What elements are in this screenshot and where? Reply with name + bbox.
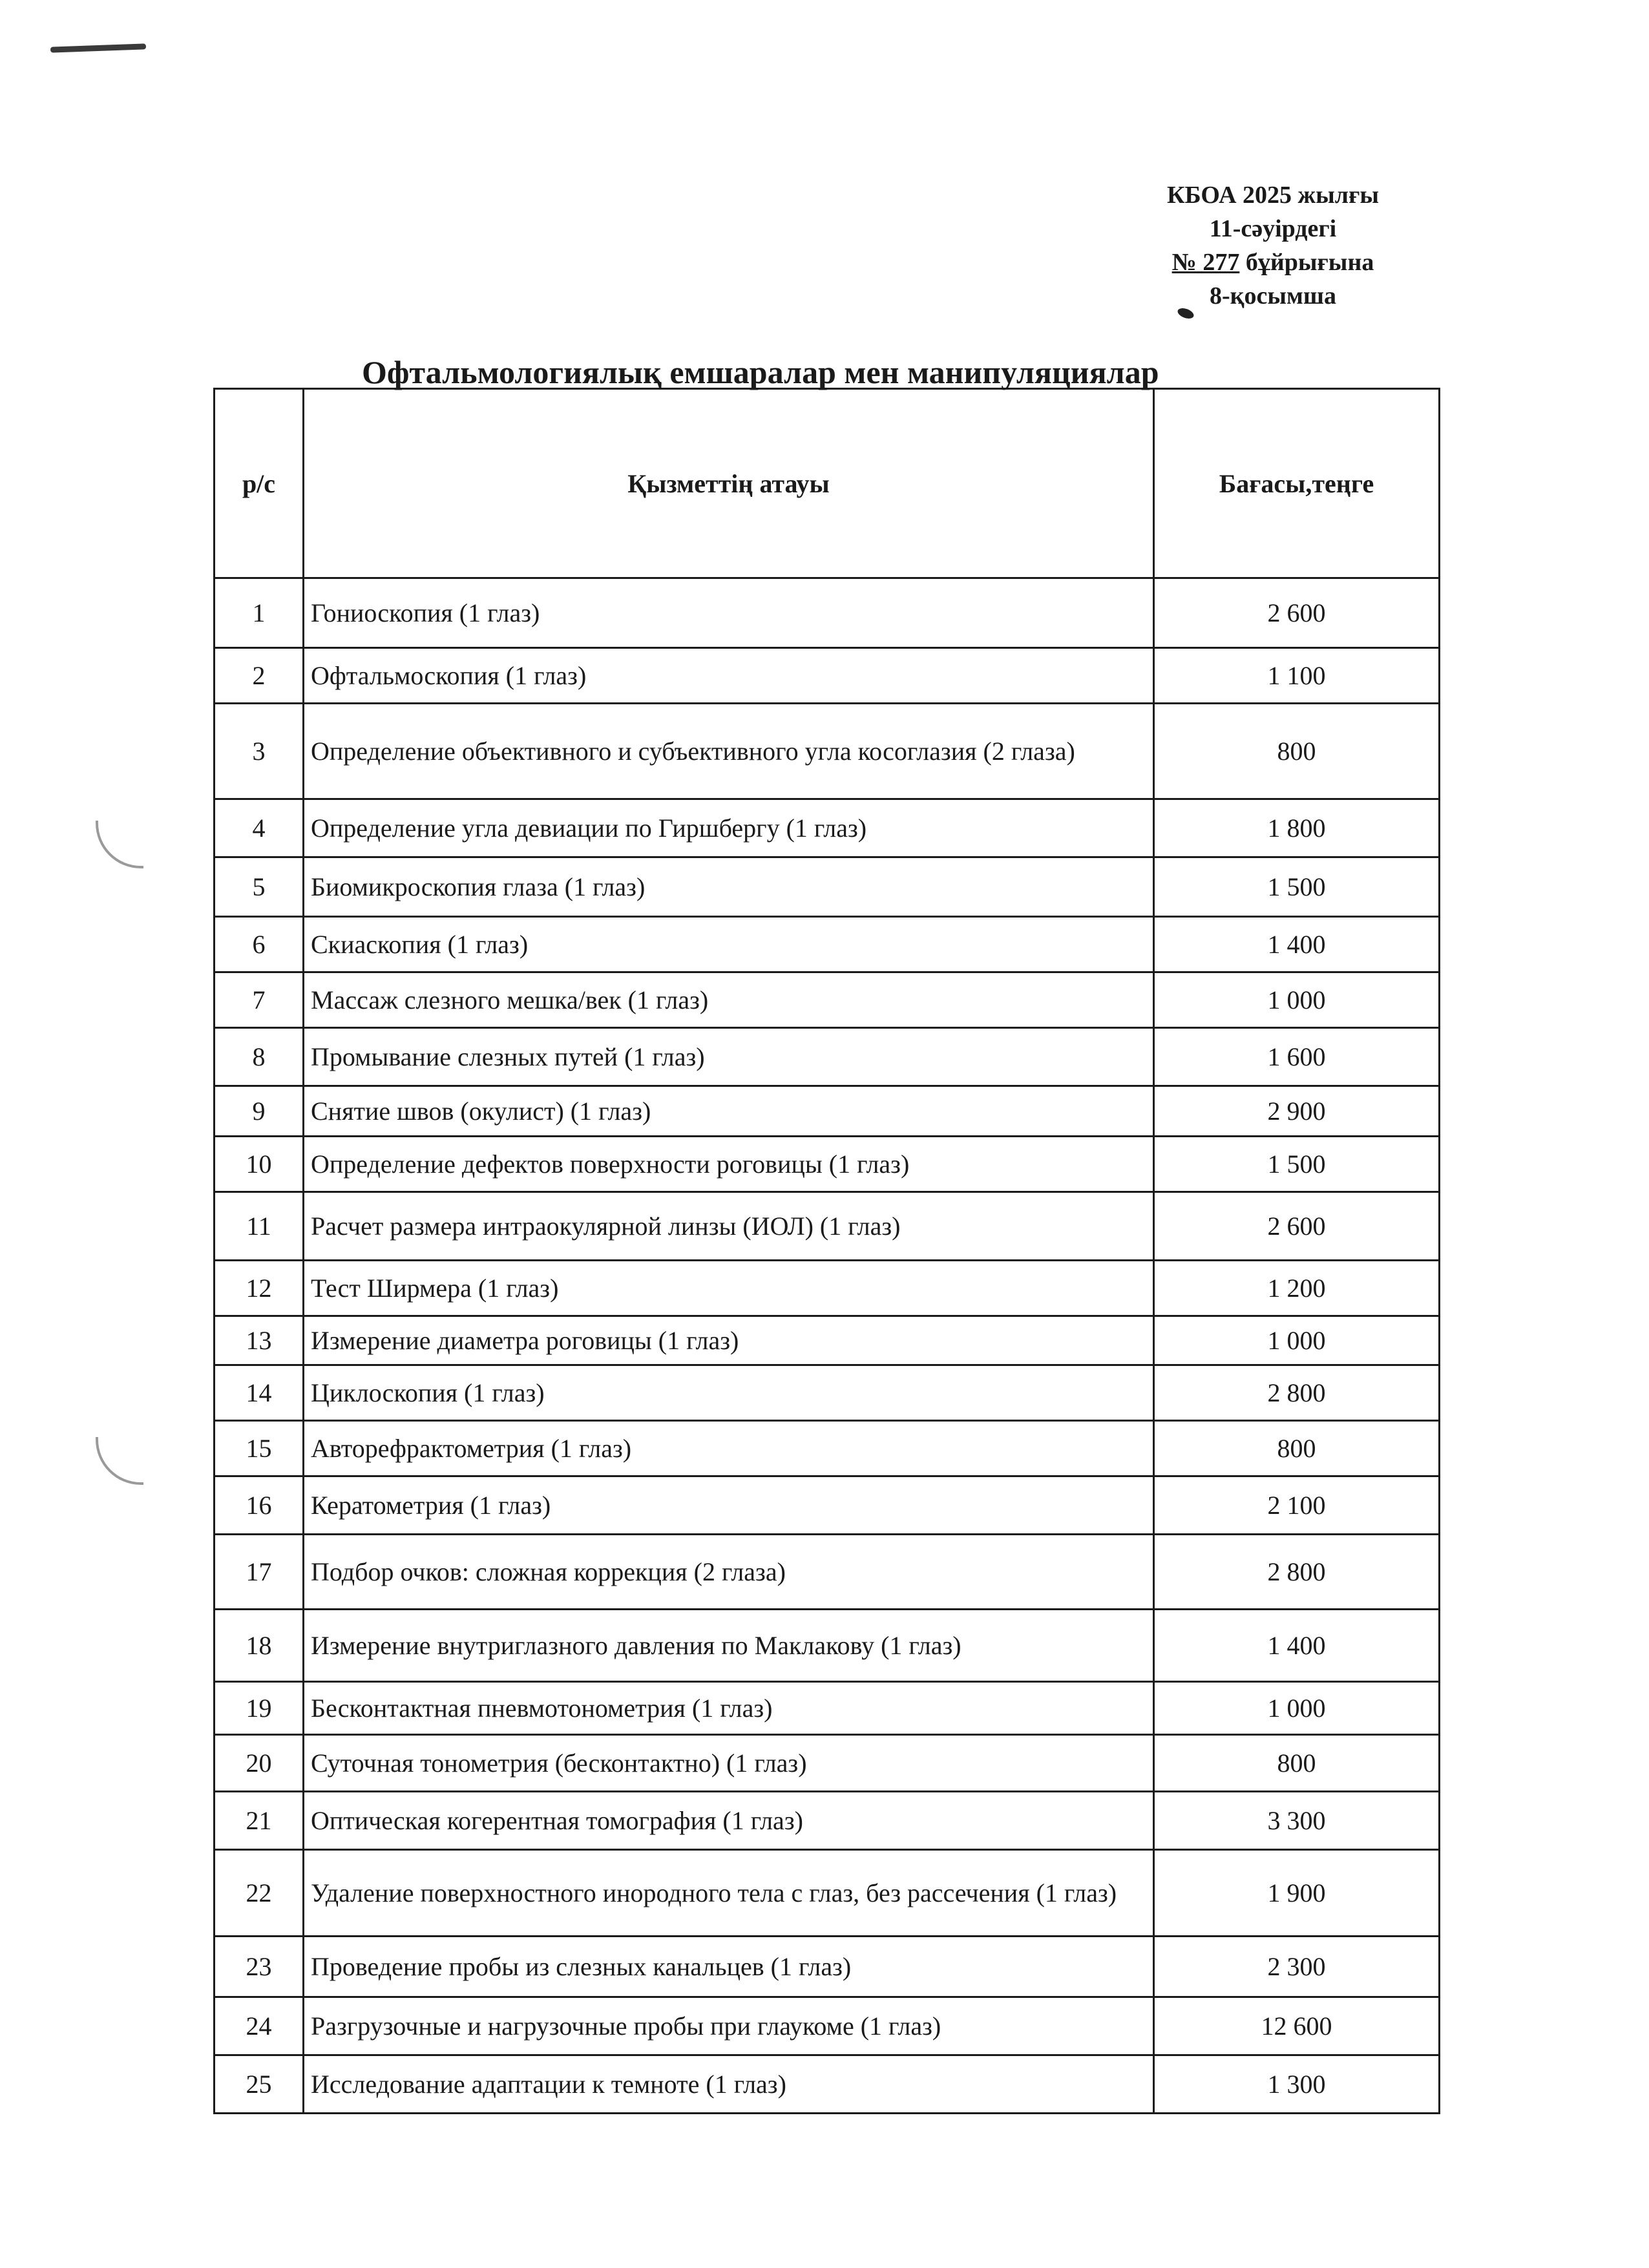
service-price: 800 <box>1154 1735 1440 1792</box>
service-name: Определение дефектов поверхности роговицы (1 глаз) <box>304 1137 1154 1192</box>
table-row <box>215 1192 1440 1261</box>
row-number: 5 <box>215 857 304 917</box>
row-number: 13 <box>215 1316 304 1365</box>
row-number: 1 <box>215 578 304 648</box>
order-number: № 277 <box>1171 249 1240 276</box>
service-price: 1 000 <box>1154 1316 1440 1365</box>
table-row <box>215 1792 1440 1850</box>
service-name: Расчет размера интраокулярной линзы (ИОЛ) (1 глаз) <box>304 1192 1154 1261</box>
row-number: 6 <box>215 917 304 972</box>
service-name: Подбор очков: сложная коррекция (2 глаза) <box>304 1535 1154 1610</box>
service-name: Оптическая когерентная томография (1 глаз) <box>304 1792 1154 1850</box>
service-price: 1 000 <box>1154 972 1440 1028</box>
table-row <box>215 1261 1440 1316</box>
service-name: Кератометрия (1 глаз) <box>304 1476 1154 1535</box>
table-row <box>215 578 1440 648</box>
row-number: 21 <box>215 1792 304 1850</box>
service-price: 2 900 <box>1154 1086 1440 1137</box>
row-number: 24 <box>215 1997 304 2055</box>
table-row <box>215 1086 1440 1137</box>
row-number: 8 <box>215 1028 304 1086</box>
service-price: 2 100 <box>1154 1476 1440 1535</box>
row-number: 19 <box>215 1682 304 1735</box>
punch-hole-bottom <box>96 1437 143 1485</box>
punch-hole-top <box>96 821 143 868</box>
table-header-row <box>215 389 1440 578</box>
service-name: Разгрузочные и нагрузочные пробы при глаукоме (1 глаз) <box>304 1997 1154 2055</box>
service-name: Авторефрактометрия (1 глаз) <box>304 1421 1154 1476</box>
service-name: Бесконтактная пневмотонометрия (1 глаз) <box>304 1682 1154 1735</box>
row-number: 16 <box>215 1476 304 1535</box>
table-row <box>215 1937 1440 1997</box>
service-name: Определение угла девиации по Гиршбергу (1 глаз) <box>304 799 1154 857</box>
service-name: Определение объективного и субъективного угла косоглазия (2 глаза) <box>304 704 1154 799</box>
row-number: 11 <box>215 1192 304 1261</box>
row-number: 9 <box>215 1086 304 1137</box>
table-row <box>215 1535 1440 1610</box>
row-number: 14 <box>215 1365 304 1421</box>
service-price: 2 800 <box>1154 1535 1440 1610</box>
row-number: 10 <box>215 1137 304 1192</box>
service-price: 1 800 <box>1154 799 1440 857</box>
service-name: Тест Ширмера (1 глаз) <box>304 1261 1154 1316</box>
header-name: Қызметтің атауы <box>304 389 1154 578</box>
row-number: 17 <box>215 1535 304 1610</box>
row-number: 25 <box>215 2055 304 2114</box>
table-row <box>215 1735 1440 1792</box>
service-price: 12 600 <box>1154 1997 1440 2055</box>
service-price: 1 200 <box>1154 1261 1440 1316</box>
service-name: Измерение внутриглазного давления по Маклакову (1 глаз) <box>304 1610 1154 1682</box>
service-price: 1 600 <box>1154 1028 1440 1086</box>
order-label: бұйрығына <box>1239 249 1374 276</box>
service-price: 800 <box>1154 704 1440 799</box>
header-price: Бағасы,теңге <box>1154 389 1440 578</box>
table-body <box>215 578 1440 2114</box>
table-row <box>215 1365 1440 1421</box>
approval-line-4: 8-қосымша <box>1209 282 1337 310</box>
service-price: 1 400 <box>1154 917 1440 972</box>
service-price: 800 <box>1154 1421 1440 1476</box>
table-row <box>215 1421 1440 1476</box>
service-name: Исследование адаптации к темноте (1 глаз) <box>304 2055 1154 2114</box>
table-row <box>215 1316 1440 1365</box>
table-row <box>215 1850 1440 1937</box>
table-row <box>215 1476 1440 1535</box>
table-row <box>215 648 1440 704</box>
approval-line-1: КБОА 2025 жылғы <box>1167 182 1379 209</box>
table-row <box>215 1610 1440 1682</box>
price-table <box>213 388 1440 2114</box>
service-name: Промывание слезных путей (1 глаз) <box>304 1028 1154 1086</box>
service-name: Суточная тонометрия (бесконтактно) (1 глаз) <box>304 1735 1154 1792</box>
service-name: Массаж слезного мешка/век (1 глаз) <box>304 972 1154 1028</box>
service-price: 2 600 <box>1154 578 1440 648</box>
row-number: 4 <box>215 799 304 857</box>
table-row <box>215 857 1440 917</box>
table-row <box>215 1682 1440 1735</box>
approval-line-2: 11-сәуірдегі <box>1209 215 1337 242</box>
service-price: 1 100 <box>1154 648 1440 704</box>
page-title: Офтальмологиялық емшаралар мен манипуляциялар <box>362 354 1159 390</box>
table-row <box>215 1028 1440 1086</box>
row-number: 12 <box>215 1261 304 1316</box>
row-number: 15 <box>215 1421 304 1476</box>
service-price: 1 000 <box>1154 1682 1440 1735</box>
service-name: Циклоскопия (1 глаз) <box>304 1365 1154 1421</box>
row-number: 23 <box>215 1937 304 1997</box>
row-number: 3 <box>215 704 304 799</box>
service-price: 2 800 <box>1154 1365 1440 1421</box>
row-number: 18 <box>215 1610 304 1682</box>
table-row <box>215 917 1440 972</box>
service-price: 1 500 <box>1154 1137 1440 1192</box>
row-number: 20 <box>215 1735 304 1792</box>
table-row <box>215 799 1440 857</box>
service-price: 1 900 <box>1154 1850 1440 1937</box>
approval-note <box>1137 178 1409 313</box>
row-number: 22 <box>215 1850 304 1937</box>
service-name: Измерение диаметра роговицы (1 глаз) <box>304 1316 1154 1365</box>
service-price: 1 400 <box>1154 1610 1440 1682</box>
service-price: 1 500 <box>1154 857 1440 917</box>
service-name: Офтальмоскопия (1 глаз) <box>304 648 1154 704</box>
scan-mark <box>50 43 146 52</box>
service-name: Проведение пробы из слезных канальцев (1 глаз) <box>304 1937 1154 1997</box>
table-row <box>215 704 1440 799</box>
table-row <box>215 2055 1440 2114</box>
table-row <box>215 1137 1440 1192</box>
service-price: 3 300 <box>1154 1792 1440 1850</box>
table-row <box>215 1997 1440 2055</box>
service-name: Гониоскопия (1 глаз) <box>304 578 1154 648</box>
row-number: 2 <box>215 648 304 704</box>
service-price: 2 300 <box>1154 1937 1440 1997</box>
service-name: Биомикроскопия глаза (1 глаз) <box>304 857 1154 917</box>
service-name: Снятие швов (окулист) (1 глаз) <box>304 1086 1154 1137</box>
row-number: 7 <box>215 972 304 1028</box>
service-price: 2 600 <box>1154 1192 1440 1261</box>
approval-line-3 <box>1137 246 1409 279</box>
table-row <box>215 972 1440 1028</box>
header-num: р/с <box>215 389 304 578</box>
service-name: Скиаскопия (1 глаз) <box>304 917 1154 972</box>
service-name: Удаление поверхностного инородного тела с глаз, без рассечения (1 глаз) <box>304 1850 1154 1937</box>
service-price: 1 300 <box>1154 2055 1440 2114</box>
